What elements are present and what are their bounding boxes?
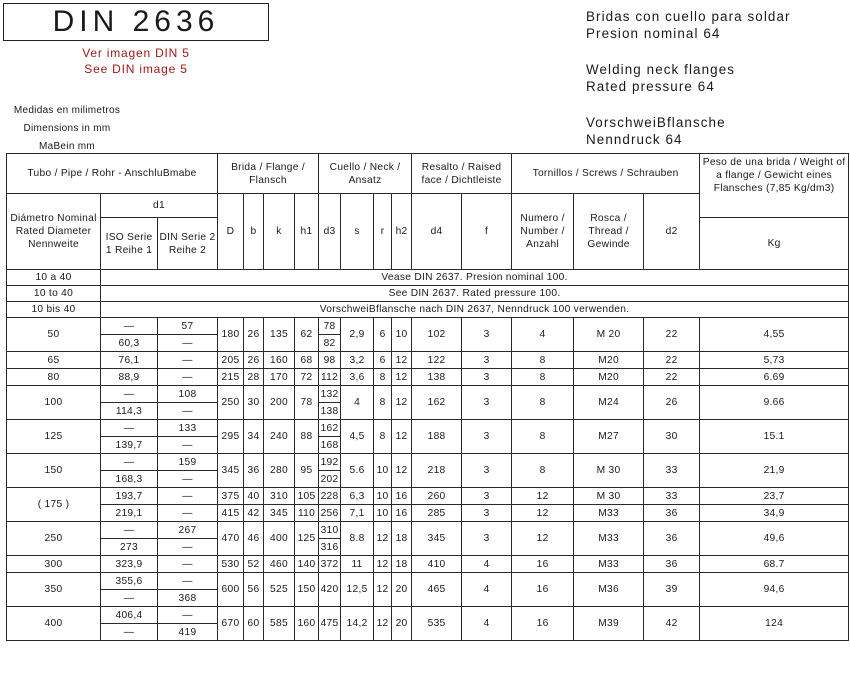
cell-din: — xyxy=(158,352,218,369)
bolt-count-header: Numero / Number / Anzahl xyxy=(512,194,574,270)
cell-n: 12 xyxy=(512,522,574,556)
cell-dn: 125 xyxy=(7,420,101,454)
note-text: VorschweiBflansche nach DIN 2637, Nenndruck 100 verwenden. xyxy=(101,302,849,318)
cell-h1: 125 xyxy=(295,522,319,556)
cell-thread: M33 xyxy=(574,556,644,573)
cell-n: 12 xyxy=(512,488,574,505)
cell-d3: 82 xyxy=(319,335,341,352)
cell-d3: 162 xyxy=(319,420,341,437)
cell-din: 267 xyxy=(158,522,218,539)
cell-d4: 285 xyxy=(412,505,462,522)
cell-dn: 50 xyxy=(7,318,101,352)
cell-h1: 95 xyxy=(295,454,319,488)
cell-d2: 33 xyxy=(644,488,700,505)
cell-D: 345 xyxy=(218,454,244,488)
cell-iso: — xyxy=(101,624,158,641)
cell-n: 8 xyxy=(512,420,574,454)
cell-d2: 22 xyxy=(644,352,700,369)
cell-kg: 15.1 xyxy=(700,420,849,454)
col-r: r xyxy=(374,194,392,270)
cell-n: 12 xyxy=(512,505,574,522)
cell-kg: 34,9 xyxy=(700,505,849,522)
description-en: Welding neck flanges Rated pressure 64 xyxy=(586,62,736,94)
cell-d3: 316 xyxy=(319,539,341,556)
cell-iso: 168,3 xyxy=(101,471,158,488)
cell-d4: 162 xyxy=(412,386,462,420)
cell-din: 57 xyxy=(158,318,218,335)
col-s: s xyxy=(341,194,374,270)
cell-din: 159 xyxy=(158,454,218,471)
cell-d2: 26 xyxy=(644,386,700,420)
cell-dn: 150 xyxy=(7,454,101,488)
cell-kg: 49,6 xyxy=(700,522,849,556)
cell-thread: M39 xyxy=(574,607,644,641)
cell-k: 400 xyxy=(264,522,295,556)
cell-h1: 105 xyxy=(295,488,319,505)
cell-d2: 42 xyxy=(644,607,700,641)
cell-d4: 218 xyxy=(412,454,462,488)
cell-iso: — xyxy=(101,590,158,607)
cell-D: 180 xyxy=(218,318,244,352)
cell-kg: 21,9 xyxy=(700,454,849,488)
cell-r: 6 xyxy=(374,318,392,352)
cell-r: 8 xyxy=(374,420,392,454)
cell-f: 4 xyxy=(462,556,512,573)
measures-en: Dimensions in mm xyxy=(23,123,111,134)
cell-kg: 4,55 xyxy=(700,318,849,352)
cell-iso: 60,3 xyxy=(101,335,158,352)
cell-b: 60 xyxy=(244,607,264,641)
cell-din: — xyxy=(158,369,218,386)
col-d3: d3 xyxy=(319,194,341,270)
cell-r: 12 xyxy=(374,573,392,607)
measures-de: MaBein mm xyxy=(38,141,96,152)
cell-D: 250 xyxy=(218,386,244,420)
cell-s: 5.6 xyxy=(341,454,374,488)
note-row xyxy=(7,302,849,318)
cell-d3: 202 xyxy=(319,471,341,488)
cell-din: — xyxy=(158,539,218,556)
cell-r: 12 xyxy=(374,607,392,641)
cell-f: 3 xyxy=(462,386,512,420)
cell-din: 419 xyxy=(158,624,218,641)
cell-b: 56 xyxy=(244,573,264,607)
cell-f: 3 xyxy=(462,522,512,556)
cell-n: 8 xyxy=(512,386,574,420)
cell-thread: M27 xyxy=(574,420,644,454)
cell-din: — xyxy=(158,488,218,505)
kg-header: Kg xyxy=(700,218,849,270)
cell-kg: 5,73 xyxy=(700,352,849,369)
image-reference-es: Ver imagen DIN 5 xyxy=(82,46,190,60)
cell-iso: 88,9 xyxy=(101,369,158,386)
cell-f: 4 xyxy=(462,573,512,607)
cell-b: 30 xyxy=(244,386,264,420)
cell-h2: 20 xyxy=(392,607,412,641)
table-row xyxy=(7,420,849,437)
cell-h2: 12 xyxy=(392,420,412,454)
cell-d4: 102 xyxy=(412,318,462,352)
cell-kg: 124 xyxy=(700,607,849,641)
cell-h2: 12 xyxy=(392,386,412,420)
cell-D: 530 xyxy=(218,556,244,573)
cell-b: 42 xyxy=(244,505,264,522)
cell-D: 295 xyxy=(218,420,244,454)
cell-din: — xyxy=(158,505,218,522)
group-weight: Peso de una brida / Weight of a flange / Gewicht eines Flansches (7,85 Kg/dm3) xyxy=(700,154,849,218)
cell-thread: M20 xyxy=(574,369,644,386)
cell-f: 3 xyxy=(462,454,512,488)
cell-d3: 228 xyxy=(319,488,341,505)
cell-d2: 39 xyxy=(644,573,700,607)
cell-din: — xyxy=(158,335,218,352)
cell-d3: 420 xyxy=(319,573,341,607)
cell-f: 3 xyxy=(462,352,512,369)
col-d4: d4 xyxy=(412,194,462,270)
cell-k: 310 xyxy=(264,488,295,505)
cell-thread: M 20 xyxy=(574,318,644,352)
group-raised-face: Resalto / Raised face / Dichtleiste xyxy=(412,154,512,194)
cell-din: — xyxy=(158,437,218,454)
cell-k: 280 xyxy=(264,454,295,488)
cell-din: — xyxy=(158,403,218,420)
col-h1: h1 xyxy=(295,194,319,270)
cell-h1: 68 xyxy=(295,352,319,369)
note-text: Vease DIN 2637. Presion nominal 100. xyxy=(101,270,849,286)
cell-b: 46 xyxy=(244,522,264,556)
cell-k: 200 xyxy=(264,386,295,420)
cell-n: 16 xyxy=(512,573,574,607)
cell-thread: M24 xyxy=(574,386,644,420)
cell-iso: 273 xyxy=(101,539,158,556)
cell-dn: 300 xyxy=(7,556,101,573)
cell-h2: 10 xyxy=(392,318,412,352)
cell-dn: 350 xyxy=(7,573,101,607)
note-range: 10 to 40 xyxy=(7,286,101,302)
cell-d3: 98 xyxy=(319,352,341,369)
cell-d2: 36 xyxy=(644,522,700,556)
thread-header: Rosca / Thread / Gewinde xyxy=(574,194,644,270)
cell-d3: 78 xyxy=(319,318,341,335)
cell-d3: 192 xyxy=(319,454,341,471)
cell-iso: 76,1 xyxy=(101,352,158,369)
cell-d2: 36 xyxy=(644,556,700,573)
cell-h1: 72 xyxy=(295,369,319,386)
cell-f: 3 xyxy=(462,505,512,522)
group-neck: Cuello / Neck / Ansatz xyxy=(319,154,412,194)
table-row xyxy=(7,352,849,369)
note-range: 10 bis 40 xyxy=(7,302,101,318)
document-title: DIN 2636 xyxy=(3,3,269,41)
cell-h1: 150 xyxy=(295,573,319,607)
cell-kg: 9.66 xyxy=(700,386,849,420)
din-series-header: DIN Serie 2 Reihe 2 xyxy=(158,218,218,270)
cell-h1: 160 xyxy=(295,607,319,641)
cell-r: 10 xyxy=(374,454,392,488)
cell-f: 3 xyxy=(462,488,512,505)
cell-kg: 94,6 xyxy=(700,573,849,607)
cell-h1: 140 xyxy=(295,556,319,573)
cell-kg: 68.7 xyxy=(700,556,849,573)
col-f: f xyxy=(462,194,512,270)
table-row xyxy=(7,454,849,471)
cell-f: 3 xyxy=(462,420,512,454)
cell-thread: M 30 xyxy=(574,454,644,488)
cell-h2: 12 xyxy=(392,454,412,488)
note-text: See DIN 2637. Rated pressure 100. xyxy=(101,286,849,302)
cell-b: 28 xyxy=(244,369,264,386)
cell-thread: M20 xyxy=(574,352,644,369)
cell-r: 10 xyxy=(374,505,392,522)
cell-k: 170 xyxy=(264,369,295,386)
cell-n: 4 xyxy=(512,318,574,352)
cell-D: 375 xyxy=(218,488,244,505)
cell-d3: 112 xyxy=(319,369,341,386)
cell-thread: M 30 xyxy=(574,488,644,505)
cell-iso: — xyxy=(101,386,158,403)
cell-d2: 36 xyxy=(644,505,700,522)
cell-b: 36 xyxy=(244,454,264,488)
cell-b: 26 xyxy=(244,318,264,352)
measures-es: Medidas en milimetros xyxy=(13,105,121,116)
cell-k: 345 xyxy=(264,505,295,522)
cell-r: 8 xyxy=(374,369,392,386)
cell-s: 8.8 xyxy=(341,522,374,556)
group-header-row xyxy=(7,154,849,194)
cell-r: 8 xyxy=(374,386,392,420)
cell-d3: 168 xyxy=(319,437,341,454)
flange-dimensions-table xyxy=(6,153,849,641)
cell-r: 6 xyxy=(374,352,392,369)
cell-h2: 18 xyxy=(392,522,412,556)
cell-kg: 6.69 xyxy=(700,369,849,386)
cell-thread: M33 xyxy=(574,505,644,522)
cell-din: — xyxy=(158,556,218,573)
cell-h1: 62 xyxy=(295,318,319,352)
cell-d4: 138 xyxy=(412,369,462,386)
cell-s: 11 xyxy=(341,556,374,573)
cell-dn: 65 xyxy=(7,352,101,369)
cell-d4: 122 xyxy=(412,352,462,369)
cell-d3: 310 xyxy=(319,522,341,539)
cell-D: 215 xyxy=(218,369,244,386)
table-row xyxy=(7,318,849,335)
description-es: Bridas con cuello para soldar Presion nominal 64 xyxy=(586,9,791,41)
cell-D: 470 xyxy=(218,522,244,556)
cell-iso: 323,9 xyxy=(101,556,158,573)
cell-s: 3,6 xyxy=(341,369,374,386)
col-k: k xyxy=(264,194,295,270)
cell-k: 240 xyxy=(264,420,295,454)
cell-b: 40 xyxy=(244,488,264,505)
cell-kg: 23,7 xyxy=(700,488,849,505)
group-flange: Brida / Flange / Flansch xyxy=(218,154,319,194)
cell-k: 460 xyxy=(264,556,295,573)
table-row xyxy=(7,369,849,386)
cell-f: 3 xyxy=(462,318,512,352)
col-h2: h2 xyxy=(392,194,412,270)
note-row xyxy=(7,270,849,286)
cell-b: 34 xyxy=(244,420,264,454)
cell-d4: 465 xyxy=(412,573,462,607)
cell-n: 16 xyxy=(512,556,574,573)
cell-r: 12 xyxy=(374,556,392,573)
cell-dn: 400 xyxy=(7,607,101,641)
col-d2: d2 xyxy=(644,194,700,270)
cell-din: 368 xyxy=(158,590,218,607)
table-row xyxy=(7,556,849,573)
cell-d3: 256 xyxy=(319,505,341,522)
nominal-diameter-header: Diámetro Nominal Rated Diameter Nennweite xyxy=(7,194,101,270)
cell-h1: 78 xyxy=(295,386,319,420)
cell-f: 4 xyxy=(462,607,512,641)
cell-d2: 22 xyxy=(644,318,700,352)
cell-dn: 100 xyxy=(7,386,101,420)
cell-iso: 139,7 xyxy=(101,437,158,454)
cell-d3: 475 xyxy=(319,607,341,641)
cell-n: 16 xyxy=(512,607,574,641)
cell-din: — xyxy=(158,471,218,488)
table-row xyxy=(7,505,849,522)
cell-n: 8 xyxy=(512,369,574,386)
cell-d4: 535 xyxy=(412,607,462,641)
cell-d4: 410 xyxy=(412,556,462,573)
cell-s: 14,2 xyxy=(341,607,374,641)
cell-d4: 188 xyxy=(412,420,462,454)
cell-h2: 16 xyxy=(392,488,412,505)
cell-D: 205 xyxy=(218,352,244,369)
cell-iso: 193,7 xyxy=(101,488,158,505)
table-row xyxy=(7,573,849,590)
cell-s: 6,3 xyxy=(341,488,374,505)
note-range: 10 a 40 xyxy=(7,270,101,286)
cell-h1: 88 xyxy=(295,420,319,454)
table-row xyxy=(7,386,849,403)
d1-header: d1 xyxy=(101,194,218,218)
iso-series-header: ISO Serie 1 Reihe 1 xyxy=(101,218,158,270)
cell-r: 10 xyxy=(374,488,392,505)
cell-iso: — xyxy=(101,420,158,437)
cell-h2: 12 xyxy=(392,369,412,386)
group-screws: Tornillos / Screws / Schrauben xyxy=(512,154,700,194)
cell-dn: ( 175 ) xyxy=(7,488,101,522)
cell-s: 12,5 xyxy=(341,573,374,607)
cell-d3: 138 xyxy=(319,403,341,420)
cell-din: 108 xyxy=(158,386,218,403)
cell-din: 133 xyxy=(158,420,218,437)
description-de: VorschweiBflansche Nenndruck 64 xyxy=(586,115,726,147)
cell-h2: 12 xyxy=(392,352,412,369)
table-row xyxy=(7,522,849,539)
cell-d2: 30 xyxy=(644,420,700,454)
col-b: b xyxy=(244,194,264,270)
cell-h2: 18 xyxy=(392,556,412,573)
cell-d2: 22 xyxy=(644,369,700,386)
cell-dn: 80 xyxy=(7,369,101,386)
cell-D: 415 xyxy=(218,505,244,522)
cell-n: 8 xyxy=(512,454,574,488)
cell-iso: 114,3 xyxy=(101,403,158,420)
cell-din: — xyxy=(158,573,218,590)
cell-iso: 355,6 xyxy=(101,573,158,590)
cell-f: 3 xyxy=(462,369,512,386)
cell-s: 4,5 xyxy=(341,420,374,454)
cell-iso: — xyxy=(101,522,158,539)
col-D: D xyxy=(218,194,244,270)
cell-D: 600 xyxy=(218,573,244,607)
image-reference-en: See DIN image 5 xyxy=(84,62,188,76)
cell-iso: — xyxy=(101,318,158,335)
cell-iso: 406,4 xyxy=(101,607,158,624)
cell-k: 525 xyxy=(264,573,295,607)
cell-b: 52 xyxy=(244,556,264,573)
cell-iso: — xyxy=(101,454,158,471)
cell-n: 8 xyxy=(512,352,574,369)
group-pipe: Tubo / Pipe / Rohr - AnschluBmabe xyxy=(7,154,218,194)
cell-dn: 250 xyxy=(7,522,101,556)
cell-thread: M33 xyxy=(574,522,644,556)
cell-r: 12 xyxy=(374,522,392,556)
cell-d3: 372 xyxy=(319,556,341,573)
table-row xyxy=(7,488,849,505)
cell-thread: M36 xyxy=(574,573,644,607)
cell-h2: 20 xyxy=(392,573,412,607)
cell-d4: 260 xyxy=(412,488,462,505)
cell-d2: 33 xyxy=(644,454,700,488)
cell-D: 670 xyxy=(218,607,244,641)
cell-s: 7,1 xyxy=(341,505,374,522)
note-row xyxy=(7,286,849,302)
cell-b: 26 xyxy=(244,352,264,369)
cell-s: 3,2 xyxy=(341,352,374,369)
cell-d4: 345 xyxy=(412,522,462,556)
cell-k: 135 xyxy=(264,318,295,352)
cell-k: 160 xyxy=(264,352,295,369)
cell-h1: 110 xyxy=(295,505,319,522)
cell-k: 585 xyxy=(264,607,295,641)
cell-s: 4 xyxy=(341,386,374,420)
cell-iso: 219,1 xyxy=(101,505,158,522)
table-row xyxy=(7,607,849,624)
cell-h2: 16 xyxy=(392,505,412,522)
cell-s: 2,9 xyxy=(341,318,374,352)
cell-din: — xyxy=(158,607,218,624)
cell-d3: 132 xyxy=(319,386,341,403)
